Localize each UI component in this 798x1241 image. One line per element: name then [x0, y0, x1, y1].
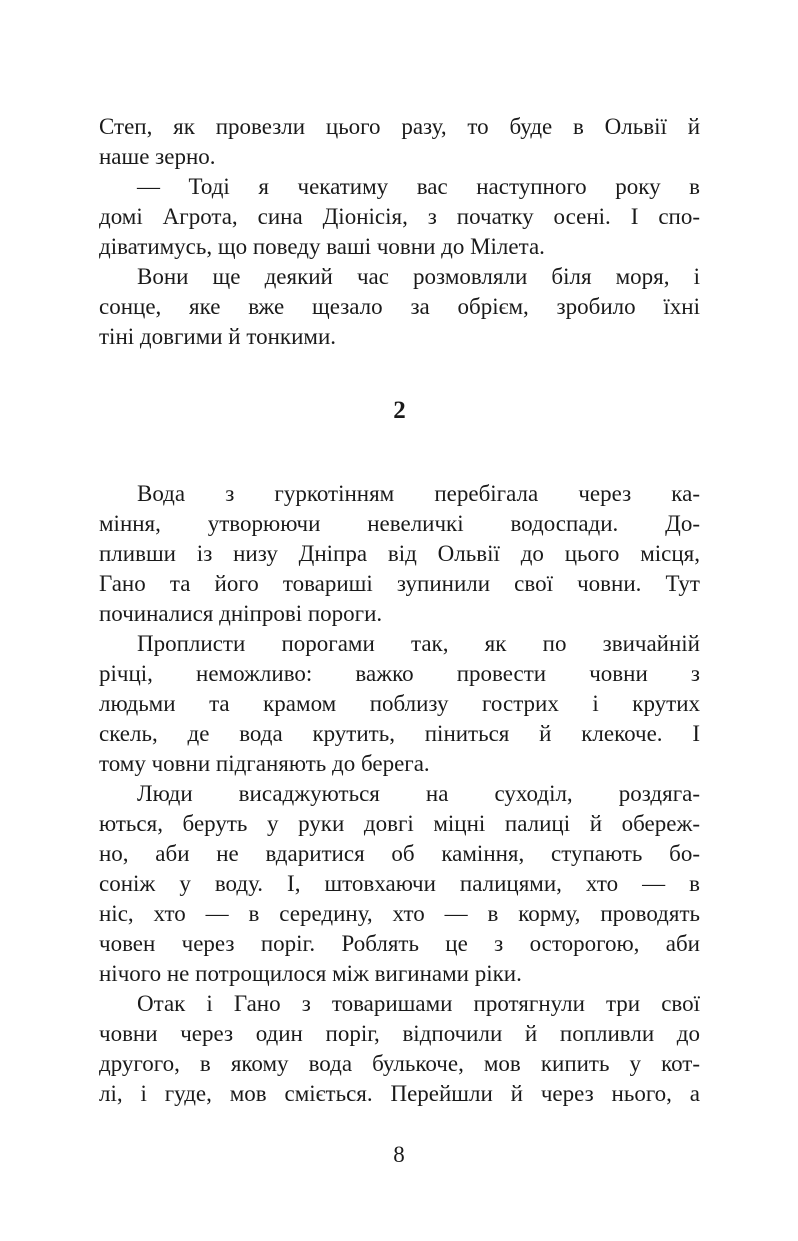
text-line: другого, в якому вода булькоче, мов кипить у кот- [99, 1051, 700, 1076]
text-line: скель, де вода крутить, піниться й клекоче. І [99, 721, 700, 746]
text-line: лі, і гуде, мов сміється. Перейшли й через нього, а [99, 1081, 700, 1106]
text-line: річці, неможливо: важко провести човни з [99, 661, 700, 686]
text-line: сонце, яке вже щезало за обрієм, зробило їхні [99, 294, 700, 319]
text-line: Проплисти порогами так, як по звичайній [137, 631, 700, 656]
paragraph [99, 629, 700, 779]
text-line: Вони ще деякий час розмовляли біля моря, і [137, 264, 700, 289]
text-line: домі Агрота, сина Діонісія, з початку осені. І спо- [99, 204, 700, 229]
text-line: ються, беруть у руки довгі міцні палиці й обереж- [99, 811, 700, 836]
text-line: човни через один поріг, відпочили й попливли до [99, 1021, 700, 1046]
text-line: Гано та його товариші зупинили свої човни. Тут [99, 571, 700, 596]
text-line: Отак і Гано з товаришами протягнули три свої [137, 991, 700, 1016]
paragraph [99, 989, 700, 1109]
page-number: 8 [393, 1142, 405, 1167]
text-line: Люди висаджуються на суходіл, роздяга- [137, 781, 700, 806]
text-line: наше зерно. [99, 144, 216, 169]
paragraph [99, 779, 700, 989]
text-line: міння, утворюючи невеличкі водоспади. До- [99, 511, 700, 536]
text-line: соніж у воду. І, штовхаючи палицями, хто — в [99, 871, 700, 896]
text-line: діватимусь, що поведу ваші човни до Мілета. [99, 234, 545, 259]
text-line: нічого не потрощилося між вигинами ріки. [99, 961, 522, 986]
text-line: но, аби не вдаритися об каміння, ступають бо- [99, 841, 700, 866]
text-line: човен через поріг. Роблять це з осторогою, аби [99, 931, 700, 956]
chapter-number: 2 [393, 397, 406, 424]
text-line: починалися дніпрові пороги. [99, 601, 383, 626]
text-line: — Тоді я чекатиму вас наступного року в [137, 174, 700, 199]
page-text [99, 112, 700, 1109]
paragraph [99, 172, 700, 262]
text-line: ніс, хто — в середину, хто — в корму, проводять [99, 901, 700, 926]
paragraph [99, 112, 700, 172]
text-line: тіні довгими й тонкими. [99, 324, 337, 349]
text-line: людьми та крамом поблизу гострих і крутих [99, 691, 700, 716]
paragraph [99, 479, 700, 629]
text-line: Степ, як провезли цього разу, то буде в Ольвії й [99, 114, 700, 139]
paragraph [99, 262, 700, 352]
text-line: тому човни підганяють до берега. [99, 751, 430, 776]
text-line: Вода з гуркотінням перебігала через ка- [137, 481, 700, 506]
text-line: пливши із низу Дніпра від Ольвії до цього місця, [99, 541, 700, 566]
